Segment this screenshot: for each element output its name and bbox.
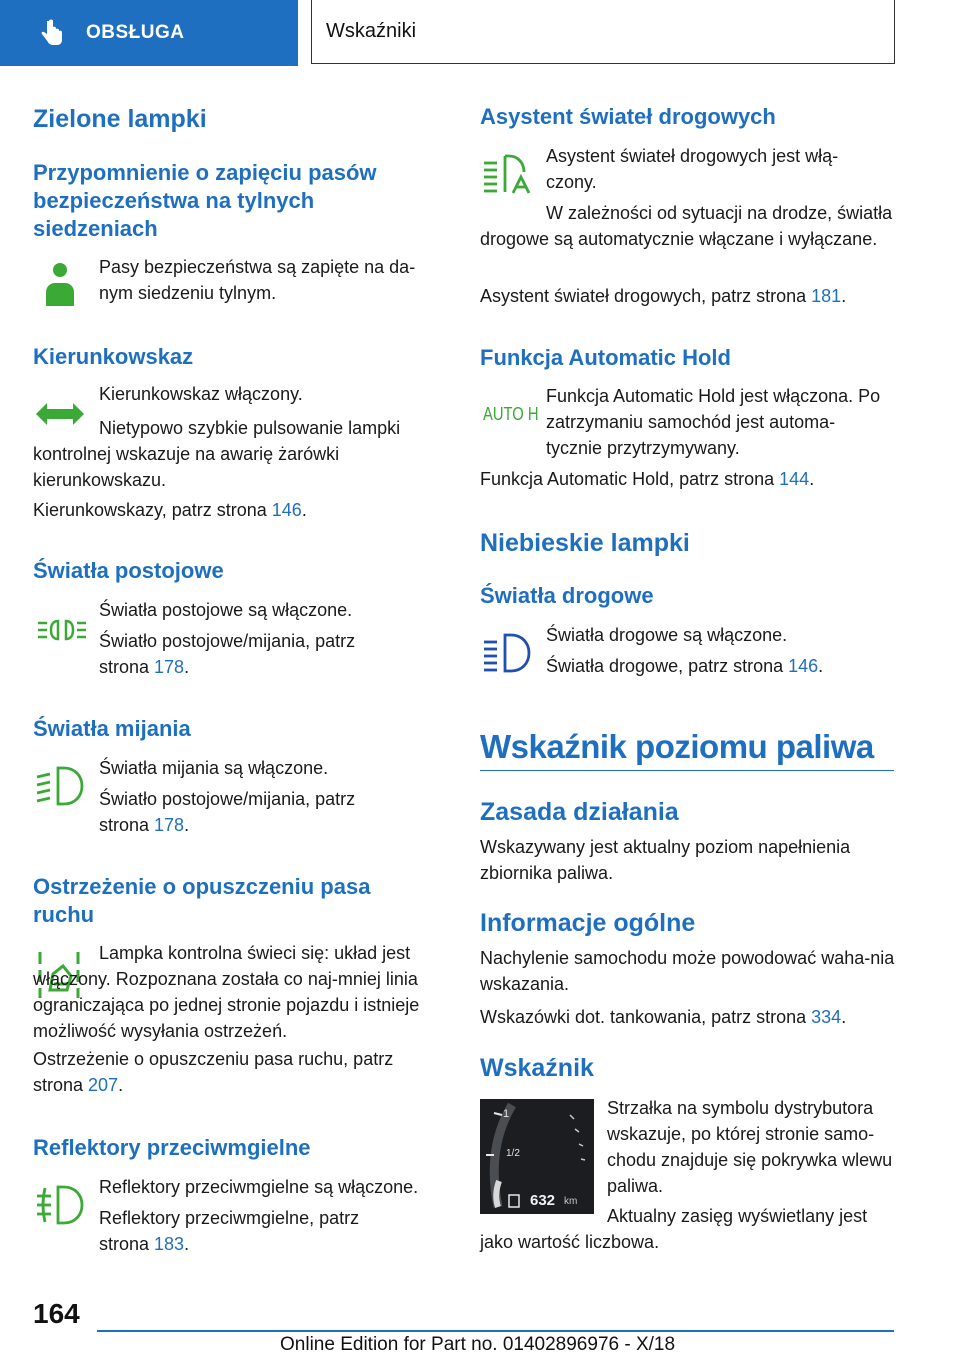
seatbelt-icon [44, 262, 76, 306]
high-beam-heading: Światła drogowe [480, 583, 654, 608]
indicator-heading: Wskaźnik [480, 1054, 594, 1082]
high-beam-assist-heading: Asystent świateł drogowych [480, 104, 776, 129]
high-beam-icon [483, 632, 533, 674]
turn-page-link[interactable]: 146 [271, 500, 302, 520]
principle-text: Wskazywany jest aktualny poziom napełnienia zbiornika paliwa. [480, 837, 851, 883]
low-beam-page-link[interactable]: 178 [154, 815, 185, 835]
high-beam-assist-icon [483, 153, 533, 195]
lane-page-link[interactable]: 207 [88, 1075, 119, 1095]
parking-lights-icon [36, 618, 88, 642]
footer-rule [97, 1330, 894, 1332]
heading-rule [480, 770, 894, 771]
low-beam-text-1: Światła mijania są włączone. [99, 758, 329, 778]
low-beam-reference: Światło postojowe/mijania, patrz strona 178. [99, 789, 356, 835]
hba-page-link[interactable]: 181 [811, 286, 842, 306]
high-beam-reference: Światła drogowe, patrz strona 146. [546, 656, 824, 676]
fog-lights-icon [36, 1184, 86, 1226]
gauge-tick-full: 1 [503, 1108, 510, 1120]
low-beam-icon [36, 765, 86, 807]
parking-lights-heading: Światła postojowe [33, 558, 224, 583]
parking-text-1: Światła postojowe są włączone. [99, 600, 353, 620]
hba-text-1: Asystent świateł drogowych jest włą-czony. [546, 146, 839, 192]
fog-text-1: Reflektory przeciwmgielne są włączone. [99, 1177, 419, 1197]
general-info-heading: Informacje ogólne [480, 909, 696, 937]
chapter-tab-label: Wskaźniki [326, 20, 417, 42]
principle-heading: Zasada działania [480, 798, 679, 826]
general-reference: Wskazówki dot. tankowania, patrz strona 334. [480, 1007, 847, 1027]
indicator-text-2: Aktualny zasięg wyświetlany jest jako wartość liczbowa. [480, 1206, 868, 1252]
low-beam-heading: Światła mijania [33, 716, 191, 741]
fuel-gauge-heading: Wskaźnik poziomu paliwa [480, 728, 874, 765]
turn-text-2: Nietypowo szybkie pulsowanie lampki kontrolnej wskazuje na awarię żarówki kierunkowskazu. [33, 418, 401, 490]
page-number: 164 [33, 1298, 80, 1329]
lane-reference: Ostrzeżenie o opuszczeniu pasa ruchu, patrz strona 207. [33, 1049, 394, 1095]
high-beam-text-1: Światła drogowe są włączone. [546, 625, 788, 645]
hba-reference: Asystent świateł drogowych, patrz strona 181. [480, 286, 847, 306]
green-lamps-heading: Zielone lampki [33, 105, 207, 133]
section-tab[interactable] [0, 0, 298, 66]
parking-page-link[interactable]: 178 [154, 657, 185, 677]
blue-lamps-heading: Niebieskie lampki [480, 529, 690, 557]
fog-reference: Reflektory przeciwmgielne, patrz strona 183. [99, 1208, 360, 1254]
edition-note: Online Edition for Part no. 01402896976 - X/18 [280, 1334, 676, 1355]
turn-reference: Kierunkowskazy, patrz strona 146. [33, 500, 307, 520]
turn-signal-heading: Kierunkowskaz [33, 344, 194, 369]
gauge-tick-half: 1/2 [506, 1148, 520, 1159]
indicator-text-1: Strzałka na symbolu dystrybutora wskazuje, po której stronie samo-chodu znajduje się pokrywka wlewu paliwa. [607, 1098, 893, 1196]
belt-text: Pasy bezpieczeństwa są zapięte na da-nym siedzeniu tylnym. [99, 257, 416, 303]
fog-page-link[interactable]: 183 [154, 1234, 185, 1254]
gauge-range-unit: km [564, 1196, 578, 1207]
lane-departure-heading: Ostrzeżenie o opuszczeniu pasa ruchu [33, 874, 371, 927]
parking-reference: Światło postojowe/mijania, patrz strona 178. [99, 631, 356, 677]
auto-hold-heading: Funkcja Automatic Hold [480, 345, 731, 370]
auto-hold-icon: AUTO H [483, 404, 539, 424]
hba-text-2: W zależności od sytuacji na drodze, światła drogowe są automatycznie włączane i wyłączane. [480, 203, 893, 249]
belt-reminder-heading: Przypomnienie o zapięciu pasów bezpieczeństwa na tylnych siedzeniach [33, 160, 377, 241]
fuel-gauge-image [480, 1099, 594, 1214]
fog-lights-heading: Reflektory przeciwmgielne [33, 1135, 311, 1160]
gauge-range-value: 632 [530, 1192, 556, 1209]
chapter-tab[interactable] [311, 0, 895, 64]
auto-hold-reference: Funkcja Automatic Hold, patrz strona 144. [480, 469, 815, 489]
auto-hold-text-1: Funkcja Automatic Hold jest włączona. Po zatrzymaniu samochód jest automa-tycznie przytrzymywany. [546, 386, 881, 458]
general-text: Nachylenie samochodu może powodować waha-nia wskazania. [480, 948, 895, 994]
turn-text-1: Kierunkowskaz włączony. [99, 384, 303, 404]
lane-text-1: Lampka kontrolna świeci się: układ jest włączony. Rozpoznana została co naj-mniej linia ograniczająca po jednej stronie pojazdu i istnieje możliwość wysyłania ostrzeżeń. [33, 943, 420, 1041]
hand-pointer-icon [38, 18, 68, 48]
high-beam-page-link[interactable]: 146 [788, 656, 819, 676]
auto-hold-page-link[interactable]: 144 [779, 469, 810, 489]
general-page-link[interactable]: 334 [811, 1007, 842, 1027]
section-tab-label: OBSŁUGA [86, 22, 185, 43]
